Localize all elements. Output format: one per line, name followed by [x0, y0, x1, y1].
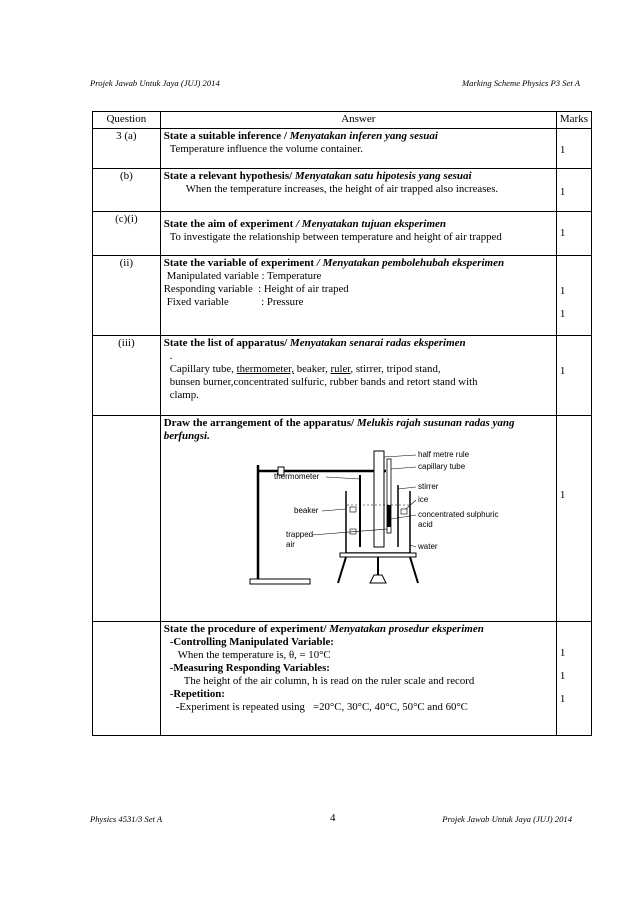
footer-right: Projek Jawab Untuk Jaya (JUJ) 2014	[442, 814, 572, 824]
answer-cell	[160, 256, 556, 336]
row-title: State the aim of experiment	[163, 218, 296, 230]
fixed-variable: Fixed variable : Pressure	[166, 296, 304, 309]
marks-cell	[556, 416, 591, 622]
row-title: State the list of apparatus/	[163, 337, 290, 349]
column-header-marks: Marks	[556, 112, 591, 129]
row-title-malay: Menyatakan inferen yang sesuai	[289, 130, 438, 142]
mark: 1	[559, 365, 566, 377]
header-right: Marking Scheme Physics P3 Set A	[462, 78, 580, 88]
marks-cell	[556, 336, 591, 416]
table-row	[93, 212, 592, 256]
footer-left: Physics 4531/3 Set A	[90, 814, 163, 824]
row-title-malay: Menyatakan prosedur eksperimen	[329, 623, 484, 635]
answer-dot: .	[169, 350, 173, 363]
subheading-controlling: -Controlling Manipulated Variable:	[169, 636, 334, 649]
question-number: (b)	[93, 169, 161, 212]
header-left: Projek Jawab Untuk Jaya (JUJ) 2014	[90, 78, 220, 88]
answer-cell	[160, 336, 556, 416]
column-header-question: Question	[93, 112, 161, 129]
marks-cell	[556, 212, 591, 256]
procedure-line: The height of the air column, h is read on the ruler scale and record	[183, 675, 475, 688]
question-number: (iii)	[93, 336, 161, 416]
row-title: State a relevant hypothesis/	[163, 170, 295, 182]
question-number	[93, 416, 161, 622]
marking-scheme-table	[92, 111, 592, 736]
question-number: (ii)	[93, 256, 161, 336]
apparatus-text: beaker,	[294, 363, 331, 376]
apparatus-ruler: ruler	[330, 363, 351, 376]
marks-cell	[556, 129, 591, 169]
answer-line: bunsen burner,concentrated sulfuric, rubber bands and retort stand with	[169, 376, 478, 389]
mark: 1	[559, 144, 566, 156]
apparatus-thermometer: thermometer,	[236, 363, 295, 376]
table-row	[93, 129, 592, 169]
row-title: State the procedure of experiment/	[163, 623, 330, 635]
answer-cell	[160, 169, 556, 212]
marks-cell	[556, 169, 591, 212]
marks-cell	[556, 622, 591, 736]
subheading-repetition: -Repetition:	[169, 688, 225, 700]
procedure-line: -Experiment is repeated using =20°C, 30°C, 40°C, 50°C and 60°C	[175, 700, 468, 713]
question-number	[93, 622, 161, 736]
column-header-answer: Answer	[160, 112, 556, 129]
label-capillary-tube: capillary tube	[417, 462, 465, 472]
row-title-malay: / Menyatakan tujuan eksperimen	[296, 218, 447, 230]
row-title: State the variable of experiment	[163, 257, 317, 269]
label-thermometer: thermometer	[273, 472, 320, 482]
label-stirrer: stirrer	[417, 482, 439, 492]
label-half-metre-rule: half metre rule	[417, 450, 469, 460]
apparatus-text: Capillary tube,	[169, 363, 237, 376]
table-row	[93, 169, 592, 212]
gauze	[340, 553, 416, 557]
answer-cell	[160, 212, 556, 256]
retort-stand-base	[250, 579, 310, 584]
mark: 1	[559, 308, 566, 321]
row-title-wrap	[164, 218, 553, 231]
table-row	[93, 416, 592, 622]
table-row	[93, 256, 592, 336]
mark: 1	[559, 227, 566, 239]
mark: 1	[559, 647, 566, 659]
label-ice: ice	[417, 495, 428, 505]
table-header-row	[93, 112, 592, 129]
answer-line: To investigate the relationship between temperature and height of air trapped	[169, 231, 502, 244]
half-metre-rule	[374, 451, 384, 547]
burner-base	[370, 575, 386, 583]
label-beaker: beaker	[293, 506, 319, 516]
answer-line: clamp.	[169, 389, 199, 402]
apparatus-text: , stirrer, tripod stand,	[350, 363, 441, 376]
label-water: water	[417, 542, 438, 552]
tripod-leg	[338, 557, 346, 583]
label-acid-2: acid	[417, 520, 433, 530]
mark: 1	[559, 489, 566, 501]
apparatus-line	[164, 363, 553, 376]
row-title-malay: Menyatakan satu hipotesis yang sesuai	[294, 170, 472, 182]
row-title-malay: Melukis rajah susunan radas yang berfungsi.	[163, 417, 515, 443]
answer-line: When the temperature increases, the height of air trapped also increases.	[185, 183, 499, 196]
mark: 1	[559, 186, 566, 198]
manipulated-variable: Manipulated variable : Temperature	[166, 270, 322, 283]
subheading-measuring: -Measuring Responding Variables:	[169, 662, 330, 675]
label-acid-1: concentrated sulphuric	[417, 510, 499, 520]
table-row	[93, 622, 592, 736]
answer-cell	[160, 416, 556, 622]
answer-cell	[160, 129, 556, 169]
page-number: 4	[330, 812, 336, 824]
row-title-malay: Menyatakan senarai radas eksperimen	[289, 337, 466, 349]
answer-line: Temperature influence the volume container.	[169, 143, 363, 156]
responding-variable: Responding variable : Height of air traped	[163, 283, 349, 296]
procedure-line: When the temperature is, θ, = 10°C	[177, 649, 331, 662]
question-number: (c)(i)	[93, 212, 161, 256]
mark: 1	[559, 285, 566, 297]
acid-index	[387, 505, 391, 527]
marks-cell	[556, 256, 591, 336]
row-title-malay: / Menyatakan pembolehubah eksperimen	[316, 257, 505, 269]
mark: 1	[559, 693, 566, 706]
label-trapped-1: trapped	[285, 530, 313, 540]
answer-cell	[160, 622, 556, 736]
tripod-leg	[410, 557, 418, 583]
leader-lines	[312, 455, 416, 547]
table-row	[93, 336, 592, 416]
row-title: State a suitable inference /	[163, 130, 290, 142]
mark: 1	[559, 670, 566, 683]
apparatus-diagram	[246, 449, 526, 589]
label-trapped-2: air	[285, 540, 295, 550]
row-title: Draw the arrangement of the apparatus/	[163, 417, 357, 429]
question-number: 3 (a)	[93, 129, 161, 169]
